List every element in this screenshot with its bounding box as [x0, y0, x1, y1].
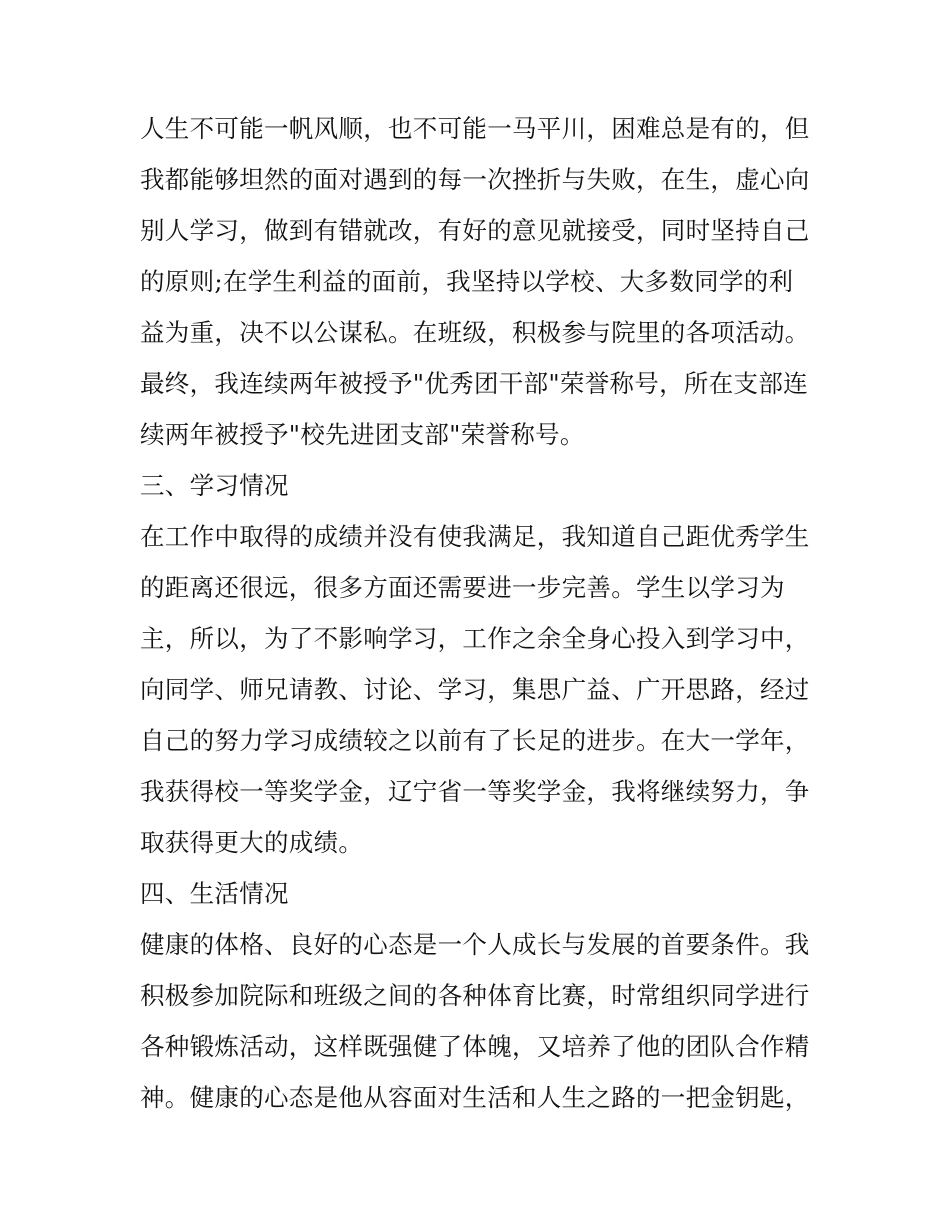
body-line: 的距离还很远，很多方面还需要进一步完善。学生以学习为 [140, 573, 785, 602]
body-line: 别人学习，做到有错就改，有好的意见就接受，同时坚持自己 [140, 216, 810, 245]
document-body [140, 103, 820, 1123]
body-line: 向同学、师兄请教、讨论、学习，集思广益、广开思路，经过 [140, 675, 810, 704]
body-line: 神。健康的心态是他从容面对生活和人生之路的一把金钥匙， [140, 1083, 810, 1112]
body-line: 积极参加院际和班级之间的各种体育比赛，时常组织同学进行 [140, 981, 810, 1010]
body-line: 最终，我连续两年被授予"优秀团干部"荣誉称号，所在支部连 [140, 369, 808, 398]
body-line: 人生不可能一帆风顺，也不可能一马平川，困难总是有的，但 [140, 114, 810, 143]
body-line: 健康的体格、良好的心态是一个人成长与发展的首要条件。我 [140, 930, 810, 959]
section-heading-life: 四、生活情况 [140, 879, 289, 908]
body-line: 我获得校一等奖学金，辽宁省一等奖学金，我将继续努力，争 [140, 777, 810, 806]
section-heading-study: 三、学习情况 [140, 471, 289, 500]
body-line: 在工作中取得的成绩并没有使我满足，我知道自己距优秀学生 [140, 522, 810, 551]
body-line: 各种锻炼活动，这样既强健了体魄，又培养了他的团队合作精 [140, 1032, 810, 1061]
body-line: 取获得更大的成绩。 [140, 828, 364, 857]
body-line: 我都能够坦然的面对遇到的每一次挫折与失败，在生，虚心向 [140, 165, 810, 194]
body-line: 续两年被授予"校先进团支部"荣誉称号。 [140, 420, 585, 449]
body-line: 益为重，决不以公谋私。在班级，积极参与院里的各项活动。 [140, 318, 810, 347]
body-line: 的原则;在学生利益的面前，我坚持以学校、大多数同学的利 [140, 267, 794, 296]
body-line: 主，所以，为了不影响学习，工作之余全身心投入到学习中， [140, 624, 810, 653]
body-line: 自己的努力学习成绩较之以前有了长足的进步。在大一学年， [140, 726, 810, 755]
